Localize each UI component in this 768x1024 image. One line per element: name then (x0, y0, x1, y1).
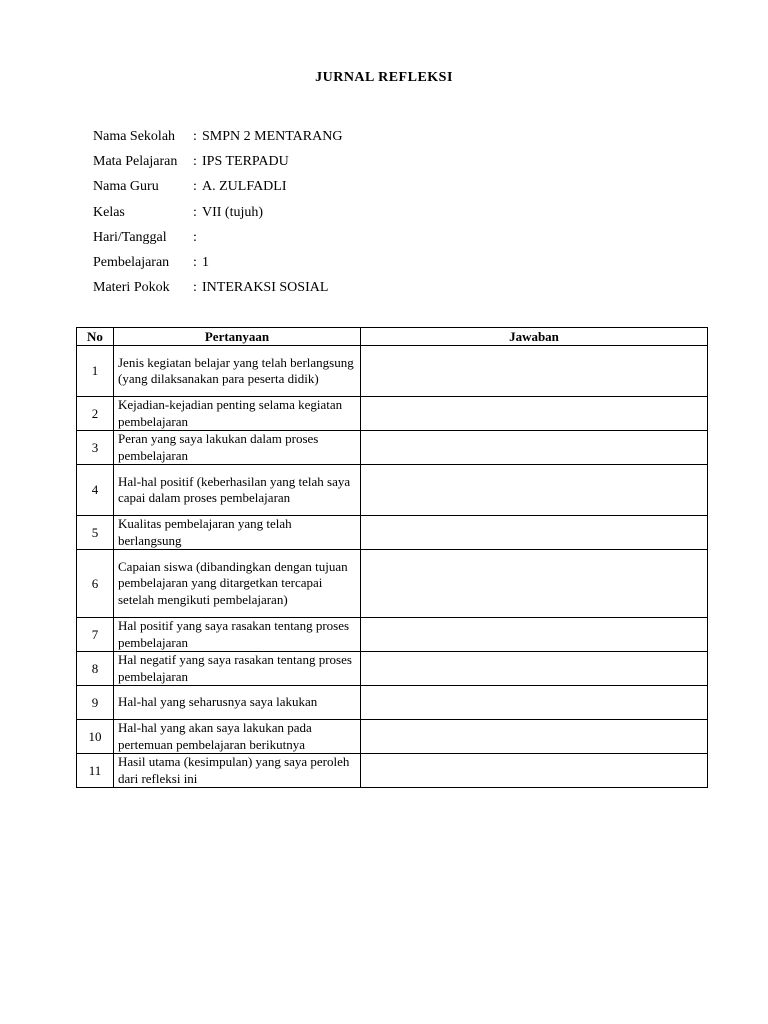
header-question: Pertanyaan (114, 328, 361, 346)
info-separator: : (193, 179, 197, 195)
row-number: 9 (77, 686, 114, 720)
info-label: Nama Sekolah (93, 128, 176, 144)
row-question: Hal-hal positif (keberhasilan yang telah saya capai dalam proses pembelajaran (114, 465, 361, 516)
row-question: Peran yang saya lakukan dalam proses pembelajaran (114, 431, 361, 465)
row-question: Jenis kegiatan belajar yang telah berlangsung (yang dilaksanakan para peserta didik) (114, 346, 361, 397)
row-answer[interactable] (361, 720, 708, 754)
table-row (77, 516, 708, 550)
info-value: A. ZULFADLI (202, 179, 287, 195)
row-question: Hal-hal yang seharusnya saya lakukan (114, 686, 361, 720)
table-row (77, 754, 708, 788)
info-value: INTERAKSI SOSIAL (202, 280, 329, 296)
row-number: 3 (77, 431, 114, 465)
row-question: Kejadian-kejadian penting selama kegiatan pembelajaran (114, 397, 361, 431)
info-value: VII (tujuh) (202, 204, 264, 220)
reflection-table (76, 327, 708, 788)
row-question: Hal-hal yang akan saya lakukan pada pertemuan pembelajaran berikutnya (114, 720, 361, 754)
info-value: 1 (202, 255, 209, 271)
table-row (77, 397, 708, 431)
row-answer[interactable] (361, 465, 708, 516)
row-answer[interactable] (361, 618, 708, 652)
table-row (77, 465, 708, 516)
table-row (77, 618, 708, 652)
table-row (77, 346, 708, 397)
row-answer[interactable] (361, 516, 708, 550)
info-row-teacher (93, 175, 342, 200)
row-number: 11 (77, 754, 114, 788)
table-row (77, 431, 708, 465)
row-number: 10 (77, 720, 114, 754)
header-answer: Jawaban (361, 328, 708, 346)
table-row (77, 720, 708, 754)
info-row-date (93, 225, 342, 250)
info-label: Nama Guru (93, 179, 159, 195)
row-number: 7 (77, 618, 114, 652)
info-value: IPS TERPADU (202, 153, 289, 169)
info-row-topic (93, 276, 342, 301)
row-number: 8 (77, 652, 114, 686)
info-block (93, 124, 342, 301)
info-label: Materi Pokok (93, 280, 170, 296)
info-value: SMPN 2 MENTARANG (202, 128, 343, 144)
document-title: JURNAL REFLEKSI (315, 70, 453, 85)
row-answer[interactable] (361, 686, 708, 720)
row-answer[interactable] (361, 346, 708, 397)
row-question: Hasil utama (kesimpulan) yang saya peroleh dari refleksi ini (114, 754, 361, 788)
table-row (77, 550, 708, 618)
row-answer[interactable] (361, 652, 708, 686)
info-row-subject (93, 149, 342, 174)
info-row-lesson (93, 250, 342, 275)
row-number: 2 (77, 397, 114, 431)
info-row-school (93, 124, 342, 149)
row-number: 5 (77, 516, 114, 550)
row-number: 1 (77, 346, 114, 397)
info-label: Hari/Tanggal (93, 229, 167, 245)
row-question: Hal negatif yang saya rasakan tentang proses pembelajaran (114, 652, 361, 686)
info-separator: : (193, 153, 197, 169)
row-question: Kualitas pembelajaran yang telah berlangsung (114, 516, 361, 550)
info-row-class (93, 200, 342, 225)
row-question: Hal positif yang saya rasakan tentang proses pembelajaran (114, 618, 361, 652)
info-separator: : (193, 255, 197, 271)
info-label: Pembelajaran (93, 255, 170, 271)
info-separator: : (193, 280, 197, 296)
row-answer[interactable] (361, 754, 708, 788)
info-separator: : (193, 229, 197, 245)
table-row (77, 652, 708, 686)
row-question: Capaian siswa (dibandingkan dengan tujuan pembelajaran yang ditargetkan tercapai setelah mengikuti pembelajaran) (114, 550, 361, 618)
info-label: Kelas (93, 204, 125, 220)
row-answer[interactable] (361, 397, 708, 431)
info-separator: : (193, 128, 197, 144)
row-number: 4 (77, 465, 114, 516)
header-no: No (77, 328, 114, 346)
table-header-row (77, 328, 708, 346)
info-separator: : (193, 204, 197, 220)
row-answer[interactable] (361, 431, 708, 465)
row-number: 6 (77, 550, 114, 618)
table-row (77, 686, 708, 720)
row-answer[interactable] (361, 550, 708, 618)
info-label: Mata Pelajaran (93, 153, 178, 169)
